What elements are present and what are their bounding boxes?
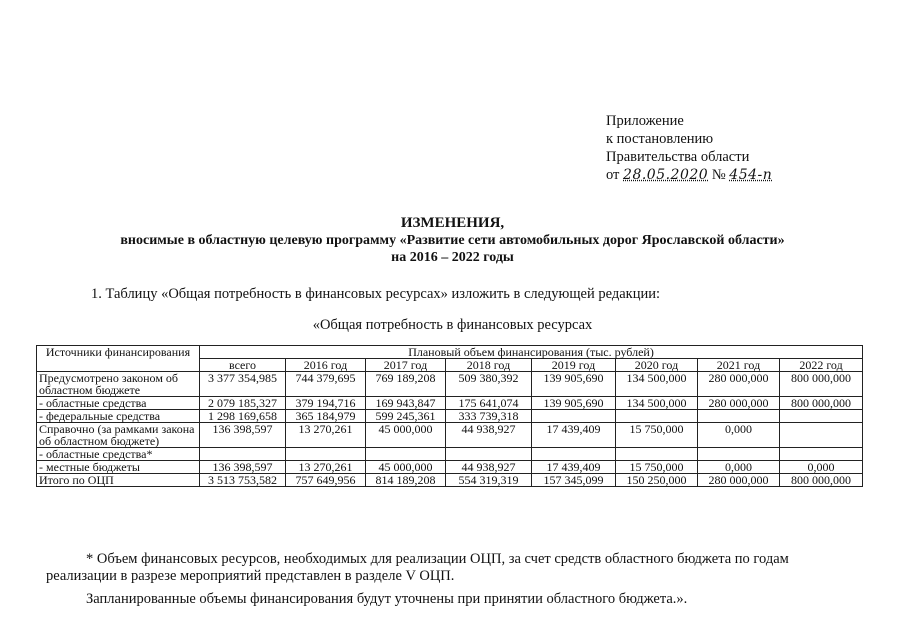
table-cell: 379 194,716 xyxy=(286,397,366,410)
footnote-paragraph-1: * Объем финансовых ресурсов, необходимых для реализации ОЦП, за счет средств областного бюджета по годам реализации в разрезе мероприятий представлен в разделе V ОЦП. xyxy=(46,551,789,584)
table-cell: 139 905,690 xyxy=(532,397,616,410)
table-cell: 769 189,208 xyxy=(366,372,446,397)
title-line-3: на 2016 – 2022 годы xyxy=(391,250,514,265)
table-cell: 333 739,318 xyxy=(446,410,532,423)
table-cell xyxy=(446,448,532,461)
table-cell: 3 513 753,582 xyxy=(200,474,286,487)
col-header-total: всего xyxy=(200,359,286,372)
appendix-line-2: к постановлению xyxy=(606,131,714,147)
appendix-line-3: Правительства области xyxy=(606,149,750,165)
table-cell: 0,000 xyxy=(698,461,780,474)
table-cell xyxy=(200,448,286,461)
table-cell: 139 905,690 xyxy=(532,372,616,397)
table-cell xyxy=(616,448,698,461)
table-cell: 800 000,000 xyxy=(780,372,863,397)
row-label: Предусмотрено законом об областном бюджете xyxy=(37,372,200,397)
table-cell xyxy=(286,448,366,461)
row-label: - областные средства xyxy=(37,397,200,410)
handwritten-number: 454-п xyxy=(729,167,773,183)
table-row xyxy=(37,423,863,448)
table-cell: 757 649,956 xyxy=(286,474,366,487)
footnote-paragraph-2: Запланированные объемы финансирования будут уточнены при принятии областного бюджета.». xyxy=(86,591,688,607)
appendix-date-number-line xyxy=(606,166,772,184)
table-cell xyxy=(780,448,863,461)
table-cell: 280 000,000 xyxy=(698,397,780,410)
table-cell: 150 250,000 xyxy=(616,474,698,487)
table-cell: 13 270,261 xyxy=(286,461,366,474)
source-header: Источники финансирования xyxy=(37,346,200,372)
from-label: от xyxy=(606,167,620,183)
table-cell: 554 319,319 xyxy=(446,474,532,487)
table-caption: «Общая потребность в финансовых ресурсах xyxy=(312,317,593,333)
col-header-2017: 2017 год xyxy=(366,359,446,372)
table-cell: 169 943,847 xyxy=(366,397,446,410)
table-row xyxy=(37,448,863,461)
financing-table xyxy=(36,345,863,487)
col-header-2021: 2021 год xyxy=(698,359,780,372)
table-cell: 13 270,261 xyxy=(286,423,366,448)
table-cell: 17 439,409 xyxy=(532,423,616,448)
footnote-block xyxy=(46,551,846,608)
table-cell: 175 641,074 xyxy=(446,397,532,410)
table-cell: 136 398,597 xyxy=(200,461,286,474)
table-cell: 15 750,000 xyxy=(616,423,698,448)
col-header-2019: 2019 год xyxy=(532,359,616,372)
table-cell: 599 245,361 xyxy=(366,410,446,423)
table-cell: 509 380,392 xyxy=(446,372,532,397)
table-cell: 44 938,927 xyxy=(446,423,532,448)
row-label: Итого по ОЦП xyxy=(37,474,200,487)
col-header-2022: 2022 год xyxy=(780,359,863,372)
table-cell xyxy=(698,410,780,423)
document-title xyxy=(0,215,905,266)
table-cell: 15 750,000 xyxy=(616,461,698,474)
table-cell xyxy=(532,448,616,461)
row-label: - местные бюджеты xyxy=(37,461,200,474)
table-cell: 3 377 354,985 xyxy=(200,372,286,397)
table-cell: 17 439,409 xyxy=(532,461,616,474)
handwritten-date: 28.05.2020 xyxy=(623,167,709,183)
table-row-total xyxy=(37,474,863,487)
appendix-line-1: Приложение xyxy=(606,113,684,129)
title-line-2: вносимые в областную целевую программу «Развитие сети автомобильных дорог Ярославской области» xyxy=(120,233,785,248)
table-cell: 44 938,927 xyxy=(446,461,532,474)
row-label: Справочно (за рамками закона об областном бюджете) xyxy=(37,423,200,448)
number-label: № xyxy=(711,167,726,183)
appendix-block xyxy=(606,112,772,184)
table-cell xyxy=(532,410,616,423)
table-cell: 45 000,000 xyxy=(366,461,446,474)
table-cell: 800 000,000 xyxy=(780,474,863,487)
table-row xyxy=(37,410,863,423)
col-header-2016: 2016 год xyxy=(286,359,366,372)
table-cell: 136 398,597 xyxy=(200,423,286,448)
table-cell: 157 345,099 xyxy=(532,474,616,487)
table-cell: 0,000 xyxy=(780,461,863,474)
table-cell: 2 079 185,327 xyxy=(200,397,286,410)
row-label: - федеральные средства xyxy=(37,410,200,423)
table-cell: 280 000,000 xyxy=(698,372,780,397)
col-header-2020: 2020 год xyxy=(616,359,698,372)
col-header-2018: 2018 год xyxy=(446,359,532,372)
table-cell: 45 000,000 xyxy=(366,423,446,448)
table-cell: 0,000 xyxy=(698,423,780,448)
table-row xyxy=(37,461,863,474)
table-cell: 1 298 169,658 xyxy=(200,410,286,423)
table-cell xyxy=(616,410,698,423)
row-label: - областные средства* xyxy=(37,448,200,461)
paragraph-1: 1. Таблицу «Общая потребность в финансовых ресурсах» изложить в следующей редакции: xyxy=(91,286,661,302)
table-cell xyxy=(698,448,780,461)
title-main: ИЗМЕНЕНИЯ, xyxy=(400,215,505,231)
table-row xyxy=(37,397,863,410)
plan-header: Плановый объем финансирования (тыс. рублей) xyxy=(200,346,863,359)
table-cell xyxy=(366,448,446,461)
table-cell: 800 000,000 xyxy=(780,397,863,410)
table-cell: 280 000,000 xyxy=(698,474,780,487)
table-cell xyxy=(780,423,863,448)
table-row xyxy=(37,372,863,397)
table-cell: 365 184,979 xyxy=(286,410,366,423)
table-cell: 134 500,000 xyxy=(616,397,698,410)
table-cell: 744 379,695 xyxy=(286,372,366,397)
table-cell xyxy=(780,410,863,423)
table-cell: 134 500,000 xyxy=(616,372,698,397)
table-cell: 814 189,208 xyxy=(366,474,446,487)
